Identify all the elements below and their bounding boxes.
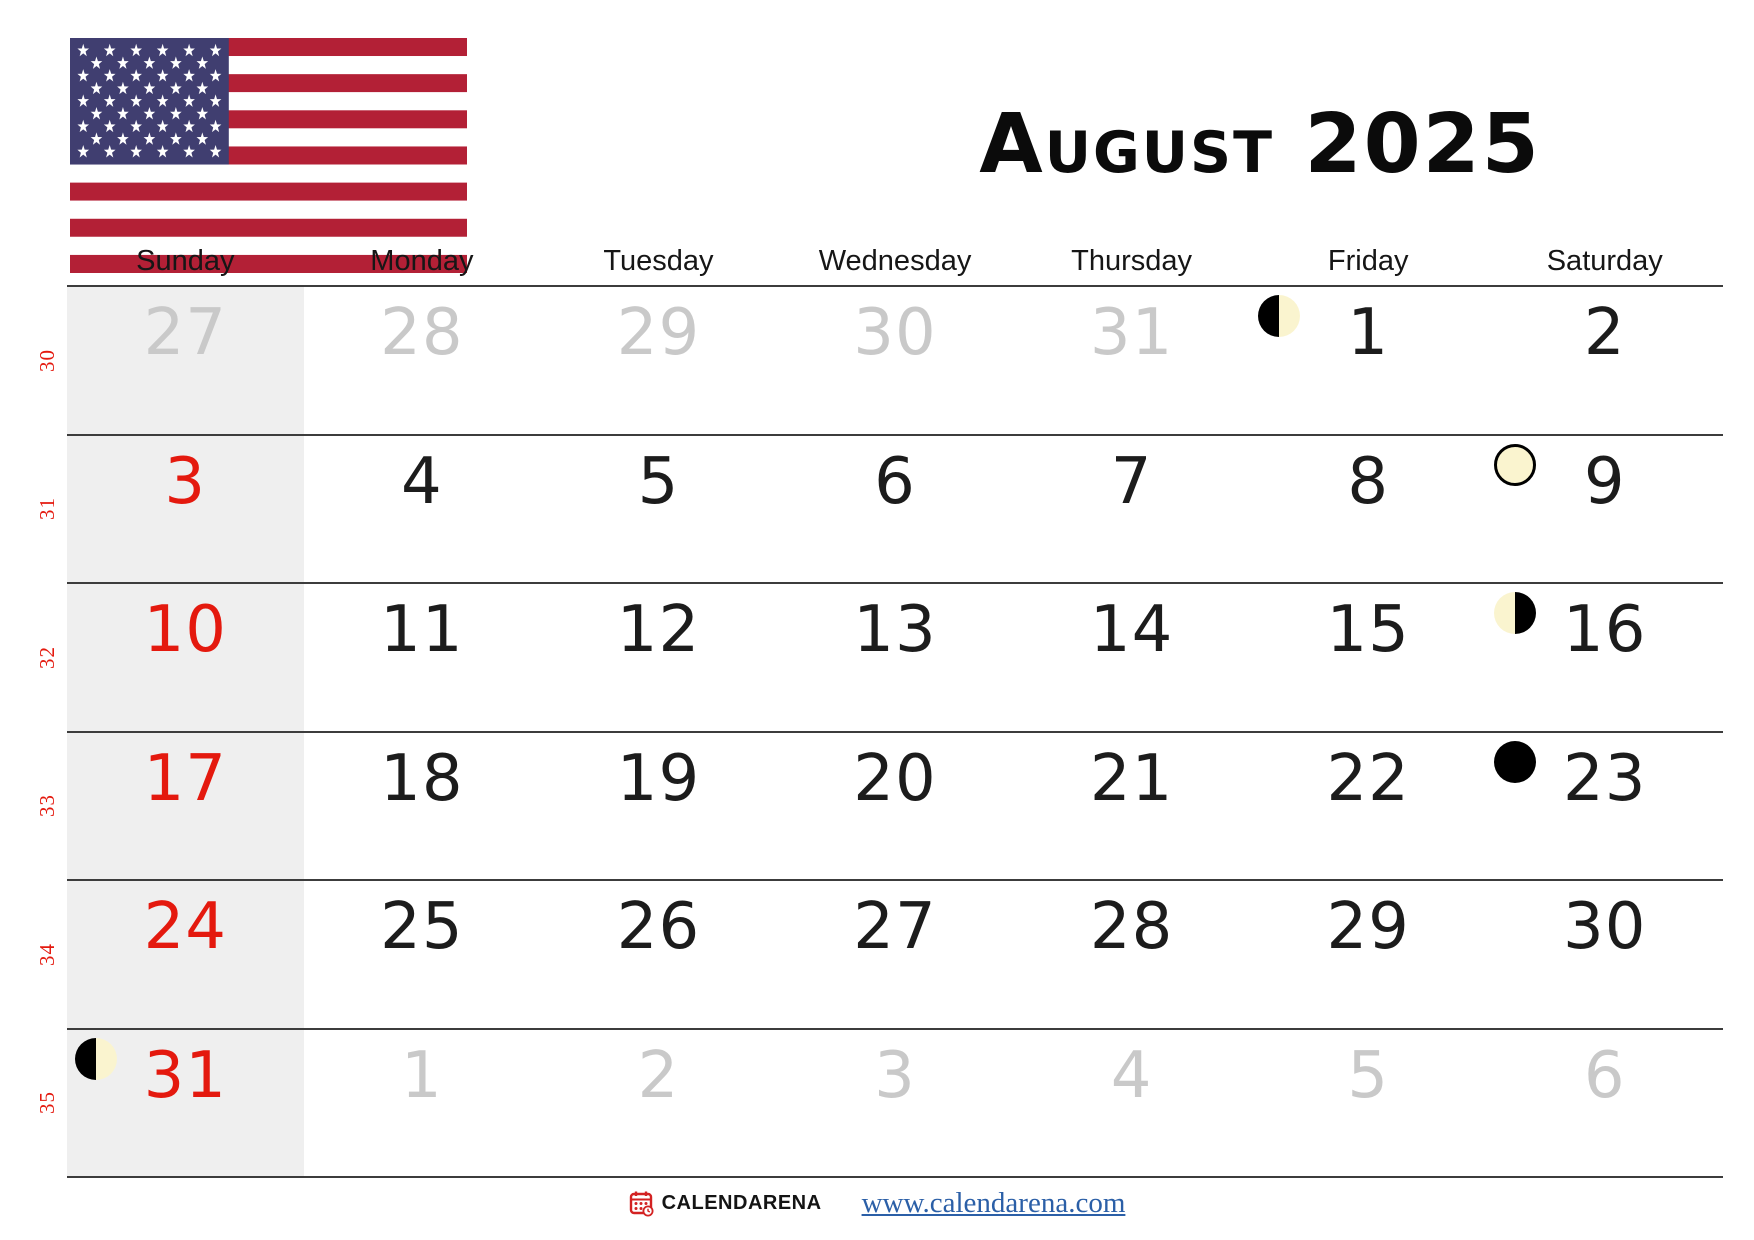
date-label: 8 — [1347, 444, 1390, 519]
date-label: 31 — [1089, 296, 1174, 370]
day-cell — [67, 733, 304, 880]
date-label: 3 — [164, 444, 207, 519]
date-label: 30 — [853, 296, 937, 370]
weekday-header-row — [67, 240, 1723, 282]
date-label: 19 — [616, 741, 701, 816]
date-label: 22 — [1326, 741, 1410, 816]
weekday-label-thursday: Thursday — [1071, 245, 1193, 277]
date-label: 3 — [874, 1038, 916, 1113]
weekday-label-monday: Monday — [370, 245, 474, 277]
week-number: 35 — [34, 1091, 59, 1115]
new-moon-icon — [1494, 741, 1536, 783]
page-title: August 2025 — [979, 97, 1541, 192]
brand — [629, 1190, 822, 1217]
footer — [0, 1183, 1754, 1223]
date-label: 13 — [853, 593, 937, 667]
date-label: 27 — [853, 890, 937, 964]
day-cell — [540, 584, 777, 731]
day-cell — [1486, 436, 1723, 583]
first-quarter-moon-icon — [75, 1038, 117, 1080]
date-label: 10 — [143, 593, 227, 667]
week-row — [34, 285, 1723, 434]
us-flag-image — [70, 38, 467, 273]
day-cell — [1013, 733, 1250, 880]
date-label: 28 — [380, 296, 464, 370]
first-quarter-moon-icon — [1258, 295, 1300, 337]
day-cell — [304, 1030, 541, 1177]
date-label: 7 — [1110, 444, 1153, 519]
day-cell — [777, 584, 1014, 731]
date-label: 14 — [1089, 593, 1174, 667]
brand-name: CALENDARENA — [661, 1191, 822, 1214]
day-cell — [1250, 1030, 1487, 1177]
day-cell — [540, 881, 777, 1028]
day-cell — [1250, 436, 1487, 583]
date-label: 5 — [637, 444, 680, 519]
day-cell — [540, 1030, 777, 1177]
date-label: 21 — [1089, 741, 1174, 816]
weekday-label-wednesday: Wednesday — [818, 245, 972, 277]
date-label: 12 — [616, 593, 701, 667]
day-cell — [777, 1030, 1014, 1177]
day-cell — [1250, 733, 1487, 880]
week-row — [34, 1028, 1723, 1177]
date-label: 9 — [1583, 444, 1626, 519]
weekday-label-saturday: Saturday — [1546, 245, 1663, 277]
date-label: 1 — [1347, 296, 1390, 370]
day-cell — [1486, 1030, 1723, 1177]
day-cell — [1013, 1030, 1250, 1177]
calendar-grid — [34, 285, 1723, 1178]
date-label: 18 — [380, 741, 464, 816]
date-label: 16 — [1563, 593, 1647, 667]
day-cell — [1486, 287, 1723, 434]
full-moon-icon — [1494, 444, 1536, 486]
date-label: 20 — [853, 741, 937, 816]
date-label: 2 — [1583, 296, 1626, 370]
day-cell — [777, 881, 1014, 1028]
day-cell — [1013, 881, 1250, 1028]
date-label: 6 — [874, 444, 916, 519]
date-label: 15 — [1326, 593, 1410, 667]
date-label: 5 — [1347, 1038, 1390, 1113]
week-number: 34 — [34, 942, 59, 966]
date-label: 28 — [1089, 890, 1174, 964]
day-cell — [1486, 584, 1723, 731]
weekday-label-sunday: Sunday — [136, 245, 235, 277]
day-cell — [67, 287, 304, 434]
date-label: 26 — [616, 890, 701, 964]
date-label: 31 — [143, 1038, 227, 1113]
date-label: 2 — [637, 1038, 680, 1113]
day-cell — [304, 881, 541, 1028]
day-cell — [67, 436, 304, 583]
date-label: 29 — [616, 296, 701, 370]
day-cell — [540, 287, 777, 434]
date-label: 4 — [1110, 1038, 1153, 1113]
day-cell — [777, 436, 1014, 583]
day-cell — [1250, 287, 1487, 434]
day-cell — [540, 733, 777, 880]
calendar-logo-icon — [629, 1190, 655, 1217]
day-cell — [777, 287, 1014, 434]
day-cell — [1013, 584, 1250, 731]
day-cell — [1486, 733, 1723, 880]
day-cell — [67, 584, 304, 731]
week-row — [34, 879, 1723, 1028]
day-cell — [67, 881, 304, 1028]
website-link[interactable]: www.calendarena.com — [861, 1186, 1126, 1219]
date-label: 4 — [401, 444, 443, 519]
day-cell — [304, 584, 541, 731]
weekday-label-tuesday: Tuesday — [603, 245, 714, 277]
date-label: 25 — [380, 890, 464, 964]
day-cell — [777, 733, 1014, 880]
last-quarter-moon-icon — [1494, 592, 1536, 634]
week-number: 33 — [34, 794, 59, 818]
week-number: 30 — [34, 348, 59, 372]
day-cell — [1250, 881, 1487, 1028]
day-cell — [1486, 881, 1723, 1028]
day-cell — [304, 287, 541, 434]
weekday-label-friday: Friday — [1327, 245, 1409, 277]
day-cell — [67, 1030, 304, 1177]
day-cell — [1013, 436, 1250, 583]
week-row — [34, 434, 1723, 583]
day-cell — [304, 436, 541, 583]
week-row — [34, 731, 1723, 880]
date-label: 11 — [380, 593, 464, 667]
date-label: 29 — [1326, 890, 1410, 964]
week-row — [34, 582, 1723, 731]
date-label: 17 — [143, 741, 227, 816]
week-number: 32 — [34, 645, 59, 669]
date-label: 30 — [1563, 890, 1647, 964]
date-label: 1 — [401, 1038, 443, 1113]
day-cell — [304, 733, 541, 880]
date-label: 24 — [143, 890, 227, 964]
date-label: 27 — [143, 296, 227, 370]
day-cell — [1013, 287, 1250, 434]
day-cell — [1250, 584, 1487, 731]
day-cell — [540, 436, 777, 583]
date-label: 23 — [1563, 741, 1647, 816]
week-number: 31 — [34, 497, 59, 521]
date-label: 6 — [1583, 1038, 1626, 1113]
